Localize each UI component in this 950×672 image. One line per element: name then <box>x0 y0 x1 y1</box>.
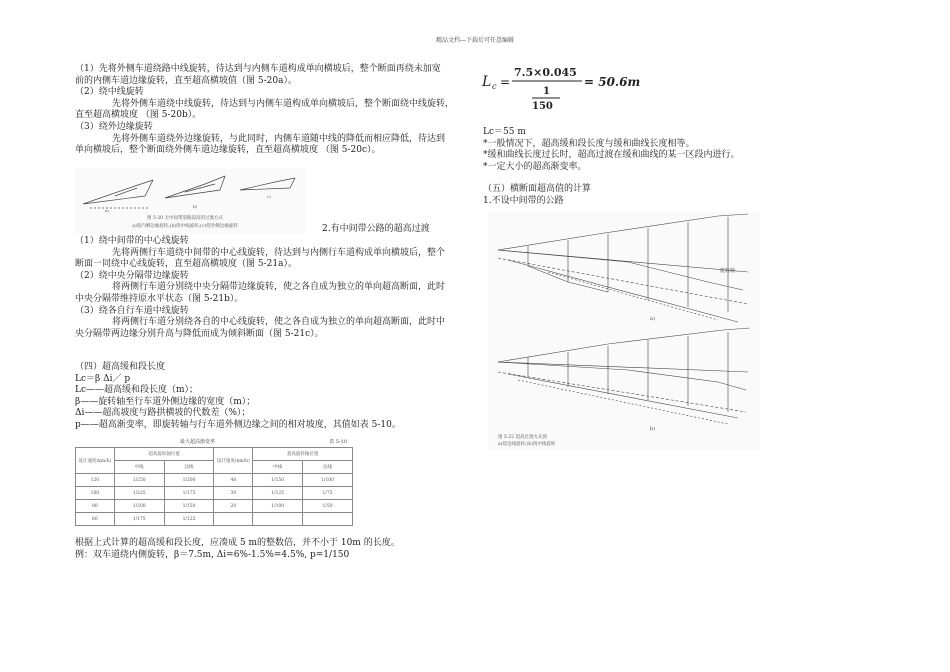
table-cell: 1/150 <box>253 474 303 487</box>
page-header: 精品文档---下载后可任意编辑 <box>435 37 515 44</box>
table-header: 边线 <box>164 461 214 474</box>
section-heading-median: 2.有中间带公路的超高过渡 <box>322 224 430 234</box>
para-line: 将两侧行车道分别绕中央分隔带边缘旋转，使之各自成为独立的单向超高断面，此时 <box>112 282 446 293</box>
table-cell: 100 <box>76 487 115 500</box>
para-line: 直至超高横坡度 （图 5-20b）。 <box>75 110 202 121</box>
fig522-axis-label: 旋转轴 <box>720 268 736 274</box>
left-column <box>75 64 475 157</box>
para-line: 先将外侧车道绕外边缘旋转，与此同时，内侧车道随中线的降低而相应降低，待达到 <box>112 133 446 144</box>
table-grid <box>75 447 353 526</box>
bullet-line: *缓和曲线长度过长时，超高过渡在缓和曲线的某一区段内进行。 <box>483 150 740 161</box>
fig522-subtitle: a)绕边线旋转;(b)绕中线旋转 <box>498 442 556 447</box>
fig522-label-a: a) <box>650 316 655 322</box>
bullet-line: *一定大小的超高渐变率。 <box>483 161 587 172</box>
fig522-label-b: b) <box>650 426 656 432</box>
figure-5-22 <box>488 212 760 450</box>
fig520-label-c: c) <box>267 194 271 199</box>
table-cell: 1/250 <box>114 474 164 487</box>
para-line: 前的内侧车道边缘旋转，直至超高横坡值（图 5-20a）。 <box>75 75 297 86</box>
table-title: 最大超高渐变率 <box>180 439 216 445</box>
formula-line: Lc＝β Δi／ p <box>75 373 131 384</box>
para-line: 根据上式计算的超高缓和段长度，应凑成 5 m的整数倍，并不小于 10m 的长度。 <box>75 538 400 548</box>
table-cell: 80 <box>76 500 115 513</box>
formula-result: = 50.6m <box>584 75 640 89</box>
table-cell: 1/125 <box>253 487 303 500</box>
section-heading-4: （四）超高缓和段长度 <box>75 362 166 372</box>
table-cell: 1/50 <box>303 500 353 513</box>
table-cell: 1/175 <box>164 487 214 500</box>
fig520-subtitle: a)绕内侧边缘旋转;(b)绕中线旋转;(c)绕外侧边缘旋转 <box>132 224 238 229</box>
figure-5-20 <box>75 168 305 234</box>
para-line: 央分隔带两边缘分别升高与降低而成为倾斜断面（图 5-21c）。 <box>75 328 324 339</box>
para-line: 先将两侧行车道绕中间带的中心线旋转，待达到与内侧行车道构成单向横坡后，整个 <box>112 247 446 258</box>
definition-line: p——超高渐变率，即旋转轴与行车道外侧边缘之间的相对坡度，其值如表 5-10。 <box>75 419 401 430</box>
para-line: Lc＝55 m <box>483 127 526 137</box>
para-line: 例：双车道绕内侧旋转，β＝7.5m, Δi=6%-1.5%=4.5%, p=1/150 <box>75 549 350 560</box>
subheading: 1.不设中间带的公路 <box>483 195 564 206</box>
bullet-line: *一般情况下，超高缓和段长度与缓和曲线长度相等。 <box>483 138 695 149</box>
para-line: 断面一同绕中心线旋转，直至超高横坡度（图 5-21a）。 <box>75 259 297 270</box>
left-column-3 <box>75 362 475 432</box>
table-cell: 120 <box>76 474 115 487</box>
formula-subscript: c <box>492 82 497 91</box>
table-header: 设计速度(km/h) <box>76 448 115 474</box>
para-line: 将两侧行车道分别绕各自的中心线旋转，使之各自成为独立的单向超高断面，此时中 <box>112 317 446 328</box>
section-heading-5: （五）横断面超高值的计算 <box>483 184 592 195</box>
formula-denom-bottom: 150 <box>532 101 553 112</box>
table-cell <box>303 513 353 526</box>
table-cell: 30 <box>214 487 253 500</box>
subheading: （2）绕中线旋转 <box>75 87 144 98</box>
formula-lhs: L <box>482 74 492 90</box>
table-cell: 60 <box>76 513 115 526</box>
table-cell: 1/150 <box>164 500 214 513</box>
table-cell: 40 <box>214 474 253 487</box>
table-header: 中线 <box>114 461 164 474</box>
right-column <box>483 127 783 208</box>
table-header: 超高旋转轴位置 <box>114 448 214 461</box>
table-header: 中线 <box>253 461 303 474</box>
svg-text:=: = <box>500 75 511 89</box>
left-column-4 <box>75 538 475 561</box>
para-line: 单向横坡后，整个断面绕外侧车道边缘旋转，直至超高横坡度 （图 5-20c）。 <box>75 145 381 156</box>
definition-line: β——旋转轴至行车道外侧边缘的宽度（m）； <box>75 396 256 407</box>
subheading: （3）绕外边缘旋转 <box>75 121 153 132</box>
fig520-label-b: b) <box>193 204 198 209</box>
table-cell: 1/200 <box>164 474 214 487</box>
definition-line: Lc——超高缓和段长度（m）； <box>75 385 199 396</box>
formula-numerator: 7.5×0.045 <box>514 66 577 79</box>
table-cell <box>253 513 303 526</box>
para-line: 中央分隔带维持原水平状态（图 5-21b）。 <box>75 293 244 304</box>
formula-drawing <box>480 58 640 118</box>
table-cell <box>214 513 253 526</box>
figure-5-22-drawing <box>488 212 760 450</box>
left-column-2 <box>75 236 475 340</box>
para-line: 先将外侧车道绕中线旋转，待达到与内侧车道构成单向横坡后，整个断面绕中线旋转， <box>112 98 455 109</box>
table-5-10 <box>75 437 353 535</box>
table-cell: 20 <box>214 500 253 513</box>
table-cell: 1/100 <box>303 474 353 487</box>
table-cell: 1/125 <box>164 513 214 526</box>
fig522-title: 图 5-22 超高过渡方式图 <box>498 435 547 440</box>
para-line: （1）先将外侧车道绕路中线旋转，待达到与内侧车道构成单向横坡后，整个断面再绕未加宽 <box>75 64 441 74</box>
table-cell: 1/100 <box>253 500 303 513</box>
definition-line: Δi——超高坡度与路拱横坡的代数差（%）； <box>75 408 251 419</box>
table-cell: 1/175 <box>114 513 164 526</box>
formula-lc <box>480 58 640 118</box>
subheading: （2）绕中央分隔带边缘旋转 <box>75 270 189 281</box>
fig520-title: 图 5-20 无中间带道路超高的过渡方式 <box>147 216 223 221</box>
table-header: 边线 <box>303 461 353 474</box>
table-cell: 1/200 <box>114 500 164 513</box>
table-header: 设计速度(km/h) <box>214 448 253 474</box>
table-cell: 1/75 <box>303 487 353 500</box>
fig520-label-a: a) <box>105 208 109 213</box>
subheading: （1）绕中间带的中心线旋转 <box>75 236 189 246</box>
table-header: 超高旋转轴位置 <box>253 448 353 461</box>
subheading: （3）绕各自行车道中线旋转 <box>75 305 189 316</box>
table-cell: 1/225 <box>114 487 164 500</box>
formula-denom-top: 1 <box>543 86 550 97</box>
table-number: 表 5-10 <box>329 439 347 445</box>
